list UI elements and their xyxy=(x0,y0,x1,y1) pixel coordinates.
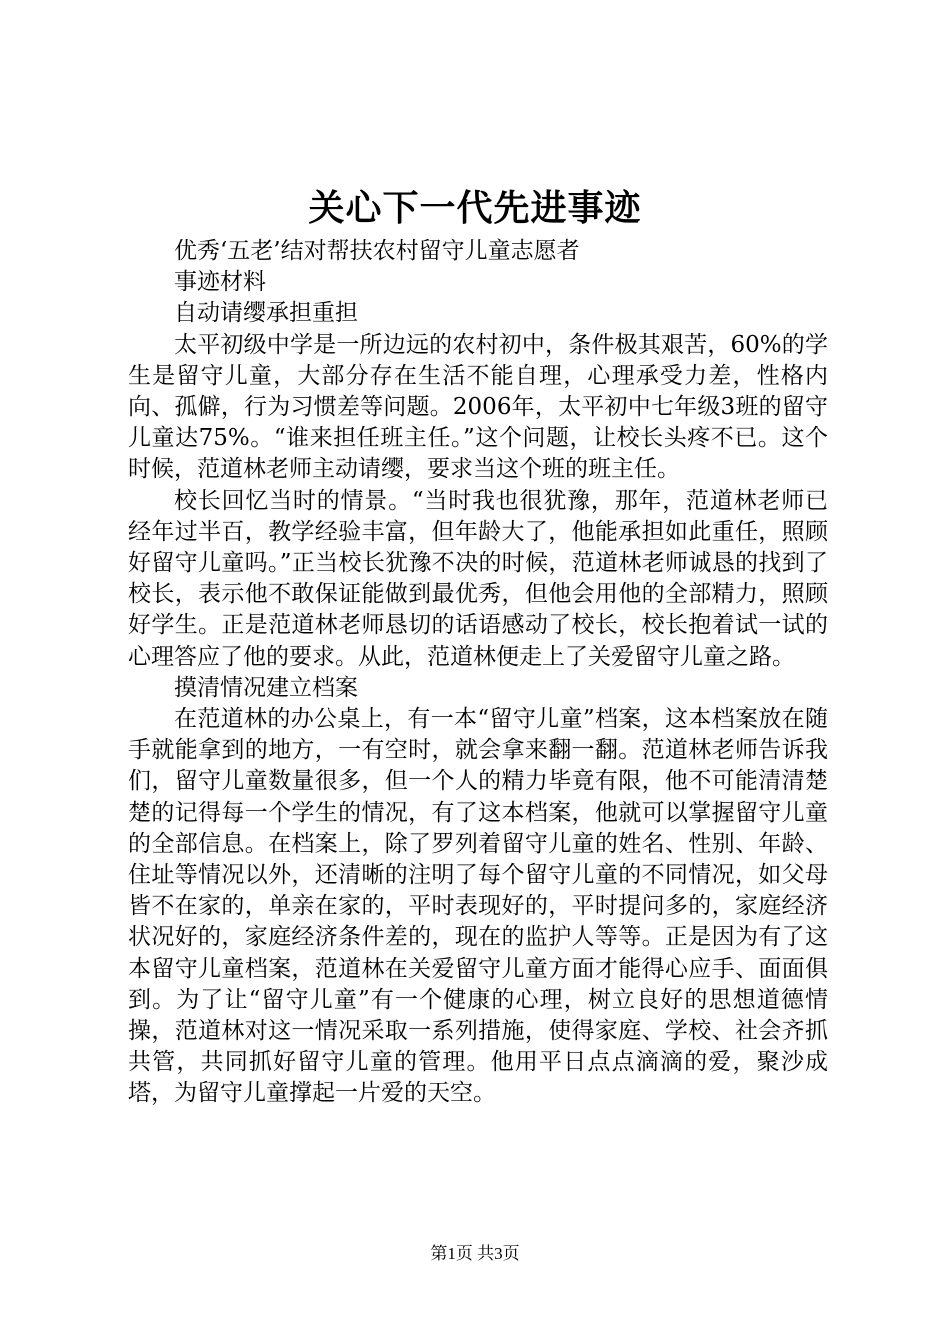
subtitle-line: 优秀‘五老’结对帮扶农村留守儿童志愿者 xyxy=(174,238,580,264)
body-paragraph: 在范道林的办公桌上，有一本“留守儿童”档案，这本档案放在随手就能拿到的地方，一有空时，就会拿来翻一翻。范道林老师告诉我们，留守儿童数量很多，但一个人的精力毕竟有限，他不可能清清楚楚的记得每一个学生的情况，有了这本档案，他就可以掌握留守儿童的全部信息。在档案上，除了罗列着留守儿童的姓名、性别、年龄、住址等情况以外，还清晰的注明了每个留守儿童的不同情况，如父母皆不在家的，单亲在家的，平时表现好的，平时提问多的，家庭经济状况好的，家庭经济条件差的，现在的监护人等等。正是因为有了这本留守儿童档案，范道林在关爱留守儿童方面才能得心应手、面面俱到。为了让“留守儿童”有一个健康的心理，树立良好的思想道德情操，范道林对这一情况采取一系列措施，使得家庭、学校、社会齐抓共管，共同抓好留守儿童的管理。他用平日点点滴滴的爱，聚沙成塔，为留守儿童撑起一片爱的天空。 xyxy=(128,706,828,1107)
section-heading: 自动请缨承担重担 xyxy=(174,300,358,327)
subtitle-line: 事迹材料 xyxy=(174,269,266,296)
document-title: 关心下一代先进事迹 xyxy=(308,187,642,229)
body-paragraph: 校长回忆当时的情景。“当时我也很犹豫，那年，范道林老师已经年过半百，教学经验丰富，但年龄大了，他能承担如此重任，照顾好留守儿童吗。”正当校长犹豫不决的时候，范道林老师诚恳的找到了校长，表示他不敢保证能做到最优秀，但他会用他的全部精力，照顾好学生。正是范道林老师恳切的话语感动了校长，校长抱着试一试的心理答应了他的要求。从此，范道林便走上了关爱留守儿童之路。 xyxy=(128,487,828,670)
section-heading: 摸清情况建立档案 xyxy=(174,674,358,701)
body-paragraph: 太平初级中学是一所边远的农村初中，条件极其艰苦，60%的学生是留守儿童，大部分存在生活不能自理，心理承受力差，性格内向、孤僻，行为习惯差等问题。2006年，太平初中七年级3班的留守儿童达75%。“谁来担任班主任。”这个问题，让校长头疼不已。这个时候，范道林老师主动请缨，要求当这个班的班主任。 xyxy=(128,331,828,483)
document-body xyxy=(128,236,828,1110)
page-footer: 第1页 共3页 xyxy=(430,1244,520,1263)
